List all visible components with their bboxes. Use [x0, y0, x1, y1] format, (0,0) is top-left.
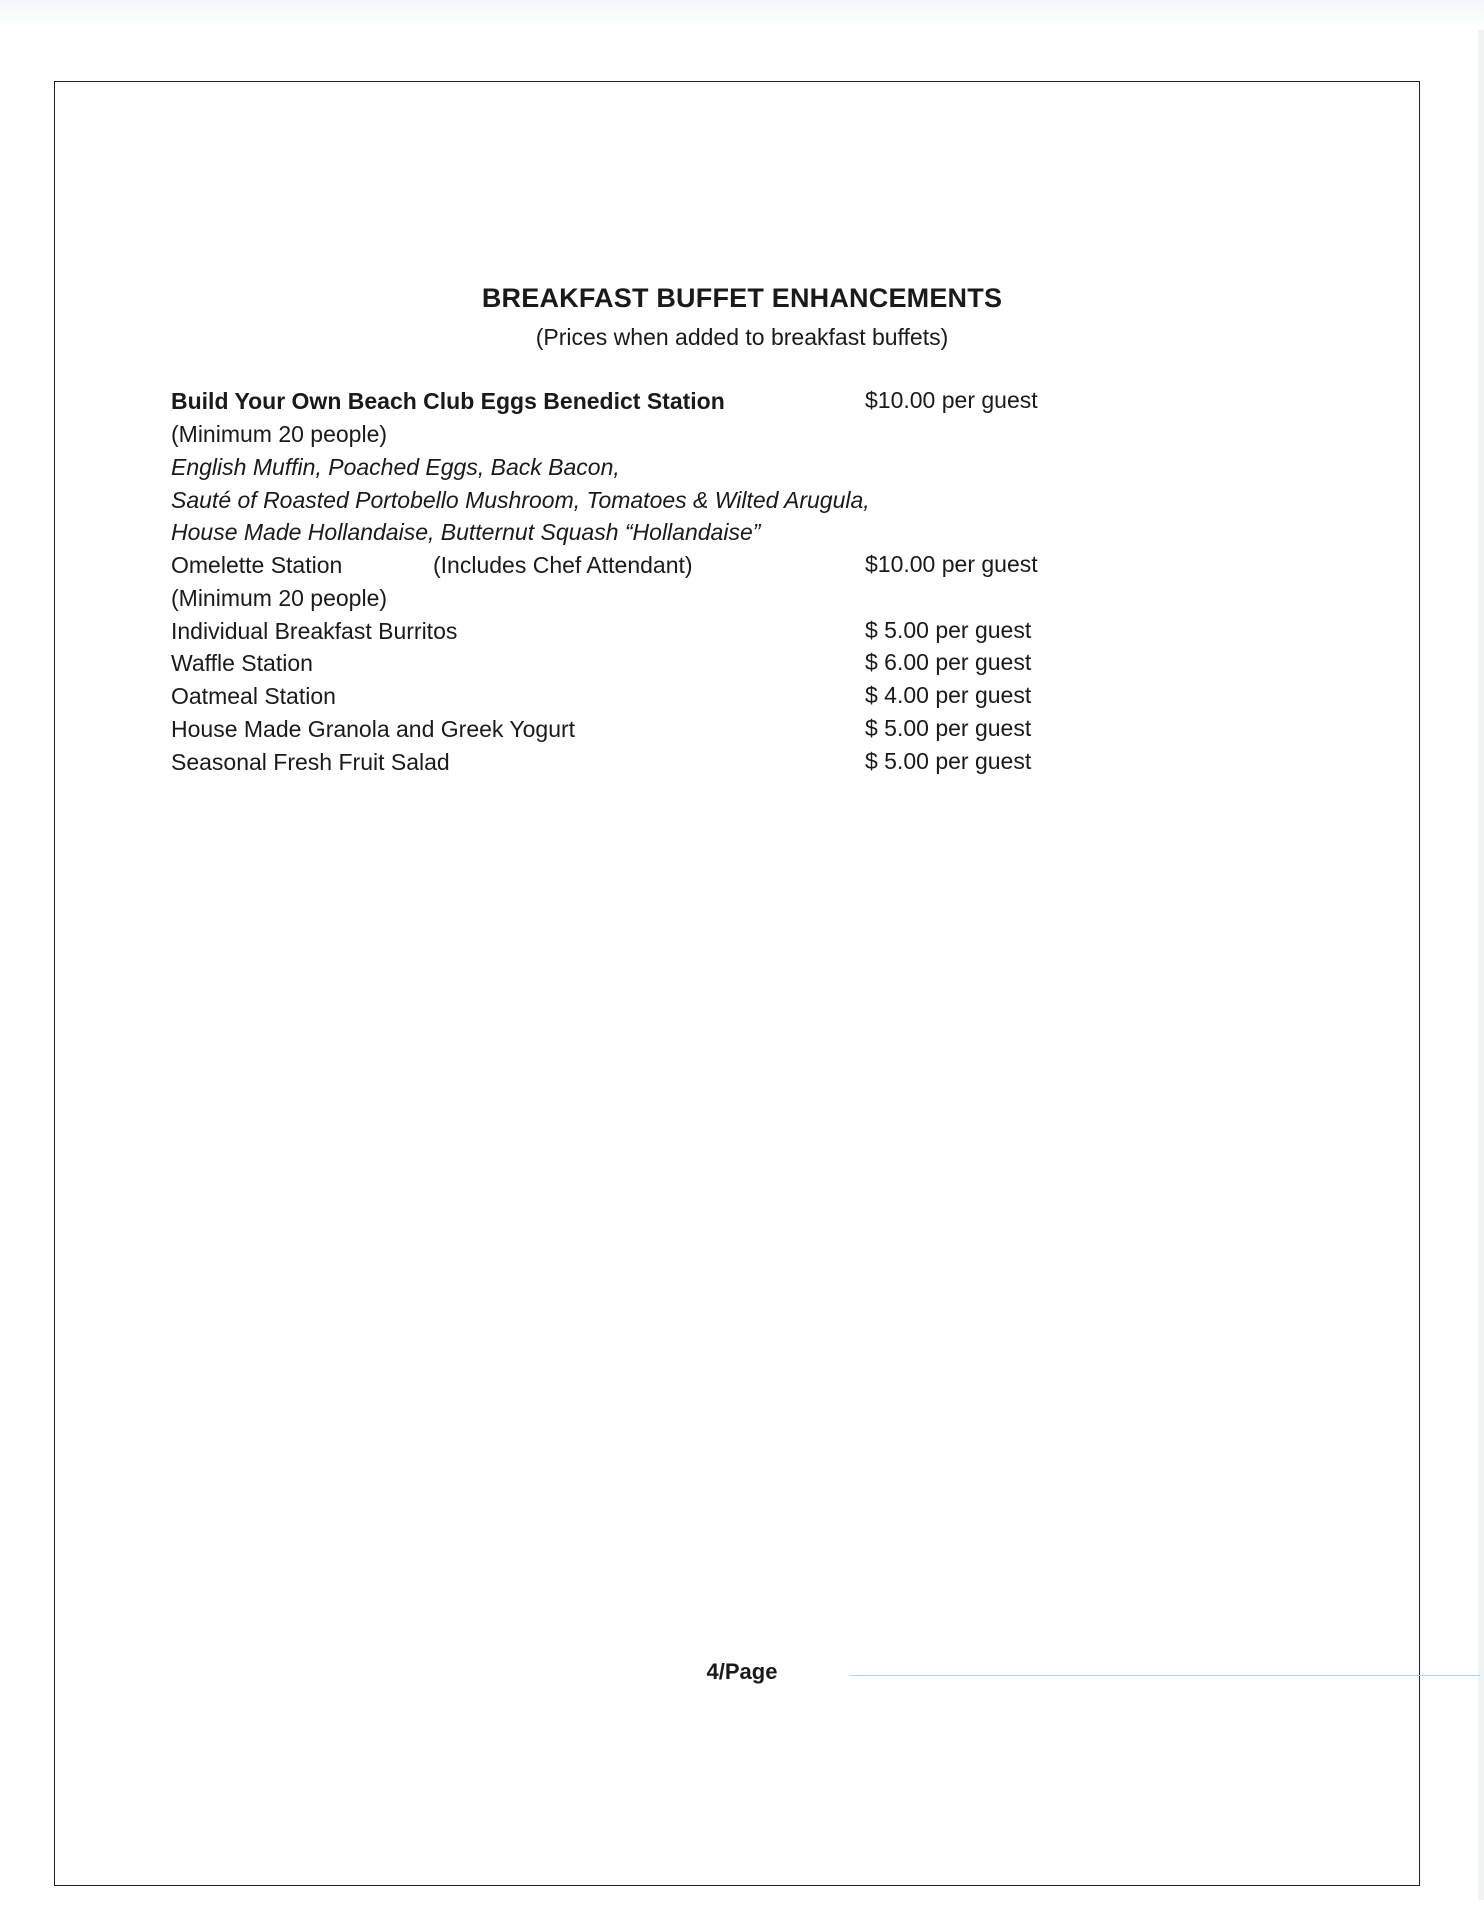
page-title: BREAKFAST BUFFET ENHANCEMENTS [481, 283, 1003, 313]
menu-item-name: Oatmeal Station [171, 683, 336, 709]
menu-item-name: Seasonal Fresh Fruit Salad [171, 749, 450, 775]
description-text: English Muffin, Poached Eggs, Back Bacon, [171, 454, 620, 480]
menu-item-price: $ 6.00 per guest [865, 649, 1032, 675]
menu-item-name: Build Your Own Beach Club Eggs Benedict Station [171, 388, 725, 414]
menu-item [171, 615, 1051, 648]
menu-item-minimum [171, 418, 1051, 451]
menu-item [171, 680, 1051, 713]
menu-item-minimum [171, 582, 1051, 615]
menu-item [171, 713, 1051, 746]
menu-item-price: $10.00 per guest [865, 387, 1038, 413]
menu-item-eggs-benedict [171, 385, 1051, 418]
page-subtitle: (Prices when added to breakfast buffets) [535, 324, 949, 350]
description-text: Sauté of Roasted Portobello Mushroom, Tomatoes & Wilted Arugula, [171, 487, 870, 513]
menu-item-description-line [171, 451, 1051, 484]
page-border [54, 81, 1420, 1886]
page-number: 4/Page [706, 1659, 778, 1684]
minimum-note: (Minimum 20 people) [171, 421, 388, 447]
menu-item-omelette [171, 549, 1051, 582]
menu-item-description-line [171, 516, 1051, 549]
description-text: House Made Hollandaise, Butternut Squash “Hollandaise” [171, 519, 761, 545]
menu-item [171, 647, 1051, 680]
menu-item-note: (Includes Chef Attendant) [433, 552, 693, 578]
menu-item-price: $ 5.00 per guest [865, 748, 1032, 774]
footer-rule [850, 1675, 1480, 1676]
menu-item-description-line [171, 484, 1051, 517]
menu-item-name: Waffle Station [171, 650, 313, 676]
menu-item-name: Omelette Station [171, 552, 343, 578]
scan-top-shading [0, 0, 1484, 30]
menu-item-price: $ 5.00 per guest [865, 617, 1032, 643]
minimum-note: (Minimum 20 people) [171, 585, 388, 611]
menu-item-price: $ 4.00 per guest [865, 682, 1032, 708]
menu-item-price: $ 5.00 per guest [865, 715, 1032, 741]
menu-item-name: Individual Breakfast Burritos [171, 618, 458, 644]
menu-item-name: House Made Granola and Greek Yogurt [171, 716, 576, 742]
menu-item [171, 746, 1051, 779]
menu-item-price: $10.00 per guest [865, 551, 1038, 577]
